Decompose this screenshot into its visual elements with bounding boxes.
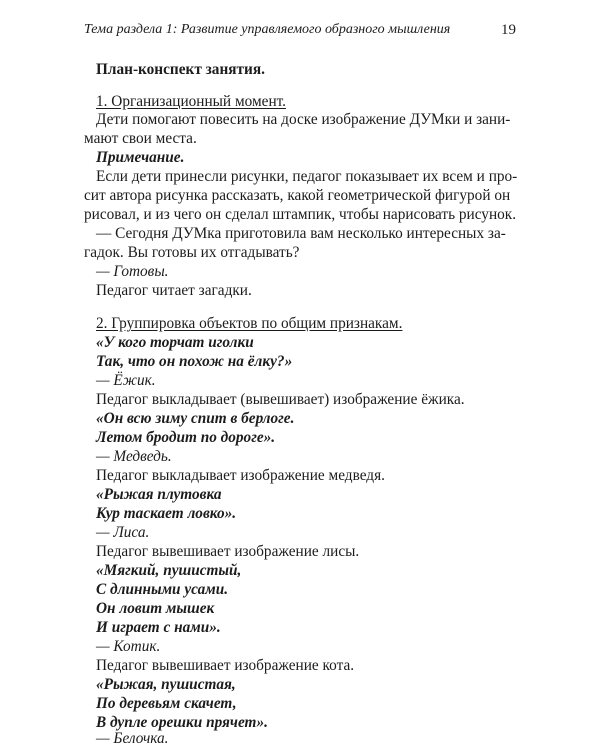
- paragraph-line: Если дети принесли рисунки, педагог показывает их всем и про-: [96, 168, 518, 185]
- riddle-answer: — Белочка.: [96, 730, 169, 747]
- paragraph-line: рисовал, и из чего он сделал штампик, чтобы нарисовать рисунок.: [84, 206, 517, 223]
- paragraph-line: сит автора рисунка рассказать, какой геометрической фигурой он: [84, 187, 511, 204]
- children-answer: — Готовы.: [96, 263, 169, 280]
- lesson-plan-heading: План-конспект занятия.: [96, 61, 265, 78]
- riddle-answer: — Котик.: [96, 638, 161, 655]
- paragraph-line: Педагог читает загадки.: [96, 282, 252, 299]
- riddle-line: «Рыжая плутовка: [96, 486, 222, 503]
- riddle-line: Так, что он похож на ёлку?»: [96, 353, 293, 370]
- riddle-line: «Он всю зиму спит в берлоге.: [96, 410, 295, 427]
- paragraph-line: гадок. Вы готовы их отгадывать?: [84, 244, 300, 261]
- page-number: 19: [501, 22, 516, 38]
- riddle-line: Летом бродит по дороге».: [96, 429, 276, 446]
- paragraph-line: мают свои места.: [84, 130, 197, 147]
- section-2-title: 2. Группировка объектов по общим признакам.: [96, 315, 403, 332]
- teacher-action: Педагог вывешивает изображение кота.: [96, 657, 355, 674]
- riddle-line: И играет с нами».: [96, 619, 221, 636]
- teacher-action: Педагог выкладывает (вывешивает) изображение ёжика.: [96, 391, 465, 408]
- riddle-line: С длинными усами.: [96, 581, 229, 598]
- riddle-line: «Мягкий, пушистый,: [96, 562, 242, 579]
- header-title: Тема раздела 1: Развитие управляемого образного мышления: [84, 22, 451, 37]
- teacher-action: Педагог выкладывает изображение медведя.: [96, 467, 385, 484]
- note-label: Примечание.: [96, 149, 185, 166]
- riddle-line: По деревьям скачет,: [96, 695, 237, 712]
- riddle-answer: — Лиса.: [96, 524, 150, 541]
- riddle-line: Кур таскает ловко».: [96, 505, 237, 522]
- riddle-line: В дупле орешки прячет».: [96, 714, 268, 731]
- running-header: [84, 22, 516, 44]
- section-1-title: 1. Организационный момент.: [96, 93, 286, 110]
- riddle-line: «Рыжая, пушистая,: [96, 676, 236, 693]
- riddle-line: Он ловит мышек: [96, 600, 215, 617]
- paragraph-line: Дети помогают повесить на доске изображение ДУМки и зани-: [96, 111, 511, 128]
- riddle-line: «У кого торчат иголки: [96, 334, 254, 351]
- riddle-answer: — Ёжик.: [96, 372, 156, 389]
- paragraph-line: — Сегодня ДУМка приготовила вам несколько интересных за-: [96, 225, 506, 242]
- teacher-action: Педагог вывешивает изображение лисы.: [96, 543, 360, 560]
- riddle-answer: — Медведь.: [96, 448, 172, 465]
